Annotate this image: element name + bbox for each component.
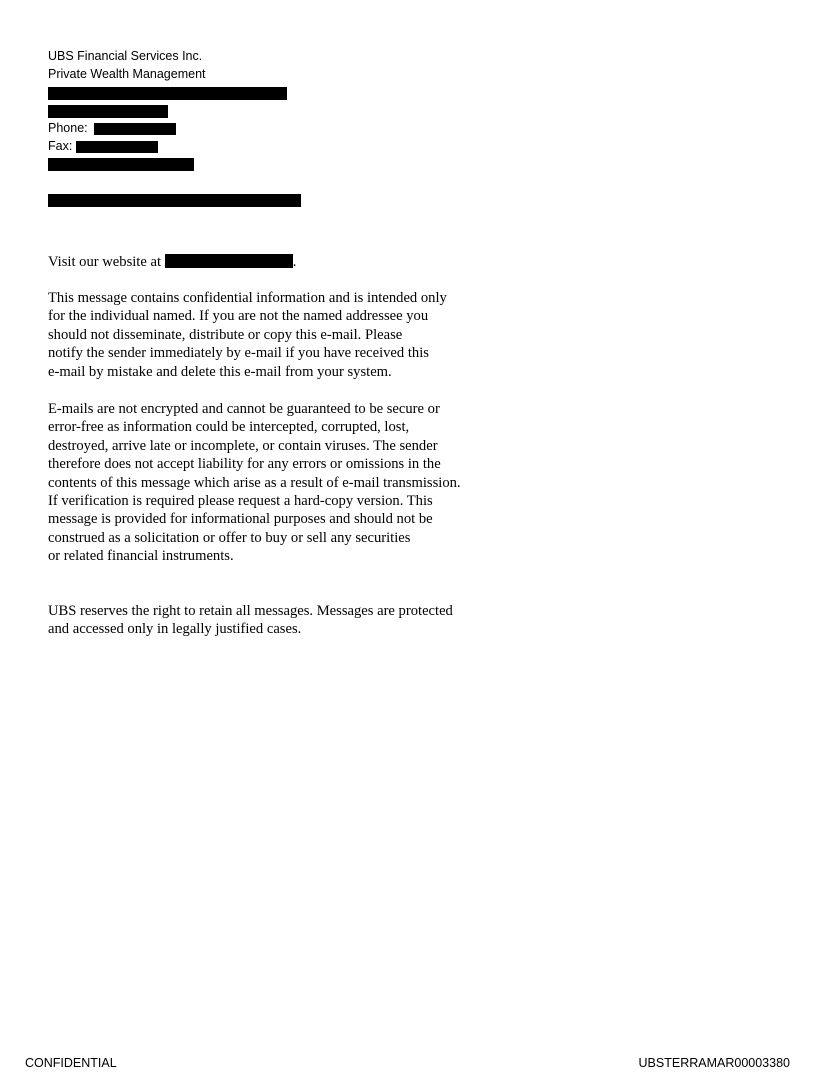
paragraph-line: message is provided for informational purposes and should not be xyxy=(48,511,433,528)
paragraph-line: error-free as information could be intercepted, corrupted, lost, xyxy=(48,419,410,436)
paragraph-line: and accessed only in legally justified cases. xyxy=(48,621,302,638)
website-line xyxy=(48,253,296,271)
security-paragraph xyxy=(48,400,461,566)
paragraph-line: UBS reserves the right to retain all messages. Messages are protected xyxy=(48,603,453,619)
paragraph-line: contents of this message which arise as a result of e-mail transmission. xyxy=(48,474,461,491)
bates-number: UBSTERRAMAR00003380 xyxy=(638,1056,790,1070)
redaction-bar xyxy=(48,105,168,118)
paragraph-line: If verification is required please request a hard-copy version. This xyxy=(48,493,433,510)
paragraph-line: notify the sender immediately by e-mail if you have received this xyxy=(48,345,429,362)
redaction-bar xyxy=(94,123,176,135)
redaction-bar xyxy=(48,87,287,100)
paragraph-line: therefore does not accept liability for any errors or omissions in the xyxy=(48,456,441,473)
website-suffix: . xyxy=(292,254,297,270)
website-prefix: Visit our website at xyxy=(48,254,162,270)
company-name: UBS Financial Services Inc. xyxy=(48,49,203,63)
division-name: Private Wealth Management xyxy=(48,67,206,81)
redaction-bar xyxy=(48,158,194,171)
redaction-bar xyxy=(76,141,158,153)
paragraph-line: for the individual named. If you are not the named addressee you xyxy=(48,308,429,325)
fax-label: Fax: xyxy=(48,139,73,153)
paragraph-line: destroyed, arrive late or incomplete, or contain viruses. The sender xyxy=(48,437,438,454)
retention-paragraph xyxy=(48,602,453,639)
paragraph-line: E-mails are not encrypted and cannot be guaranteed to be secure or xyxy=(48,401,440,417)
paragraph-line: should not disseminate, distribute or copy this e-mail. Please xyxy=(48,326,403,343)
paragraph-line: or related financial instruments. xyxy=(48,548,234,565)
paragraph-line: e-mail by mistake and delete this e-mail from your system. xyxy=(48,363,392,380)
confidentiality-paragraph xyxy=(48,289,447,381)
confidential-label: CONFIDENTIAL xyxy=(25,1056,117,1070)
paragraph-line: This message contains confidential information and is intended only xyxy=(48,290,447,306)
paragraph-line: construed as a solicitation or offer to buy or sell any securities xyxy=(48,529,411,546)
redaction-bar xyxy=(165,254,293,268)
redaction-bar xyxy=(48,194,301,207)
phone-label: Phone: xyxy=(48,121,88,135)
